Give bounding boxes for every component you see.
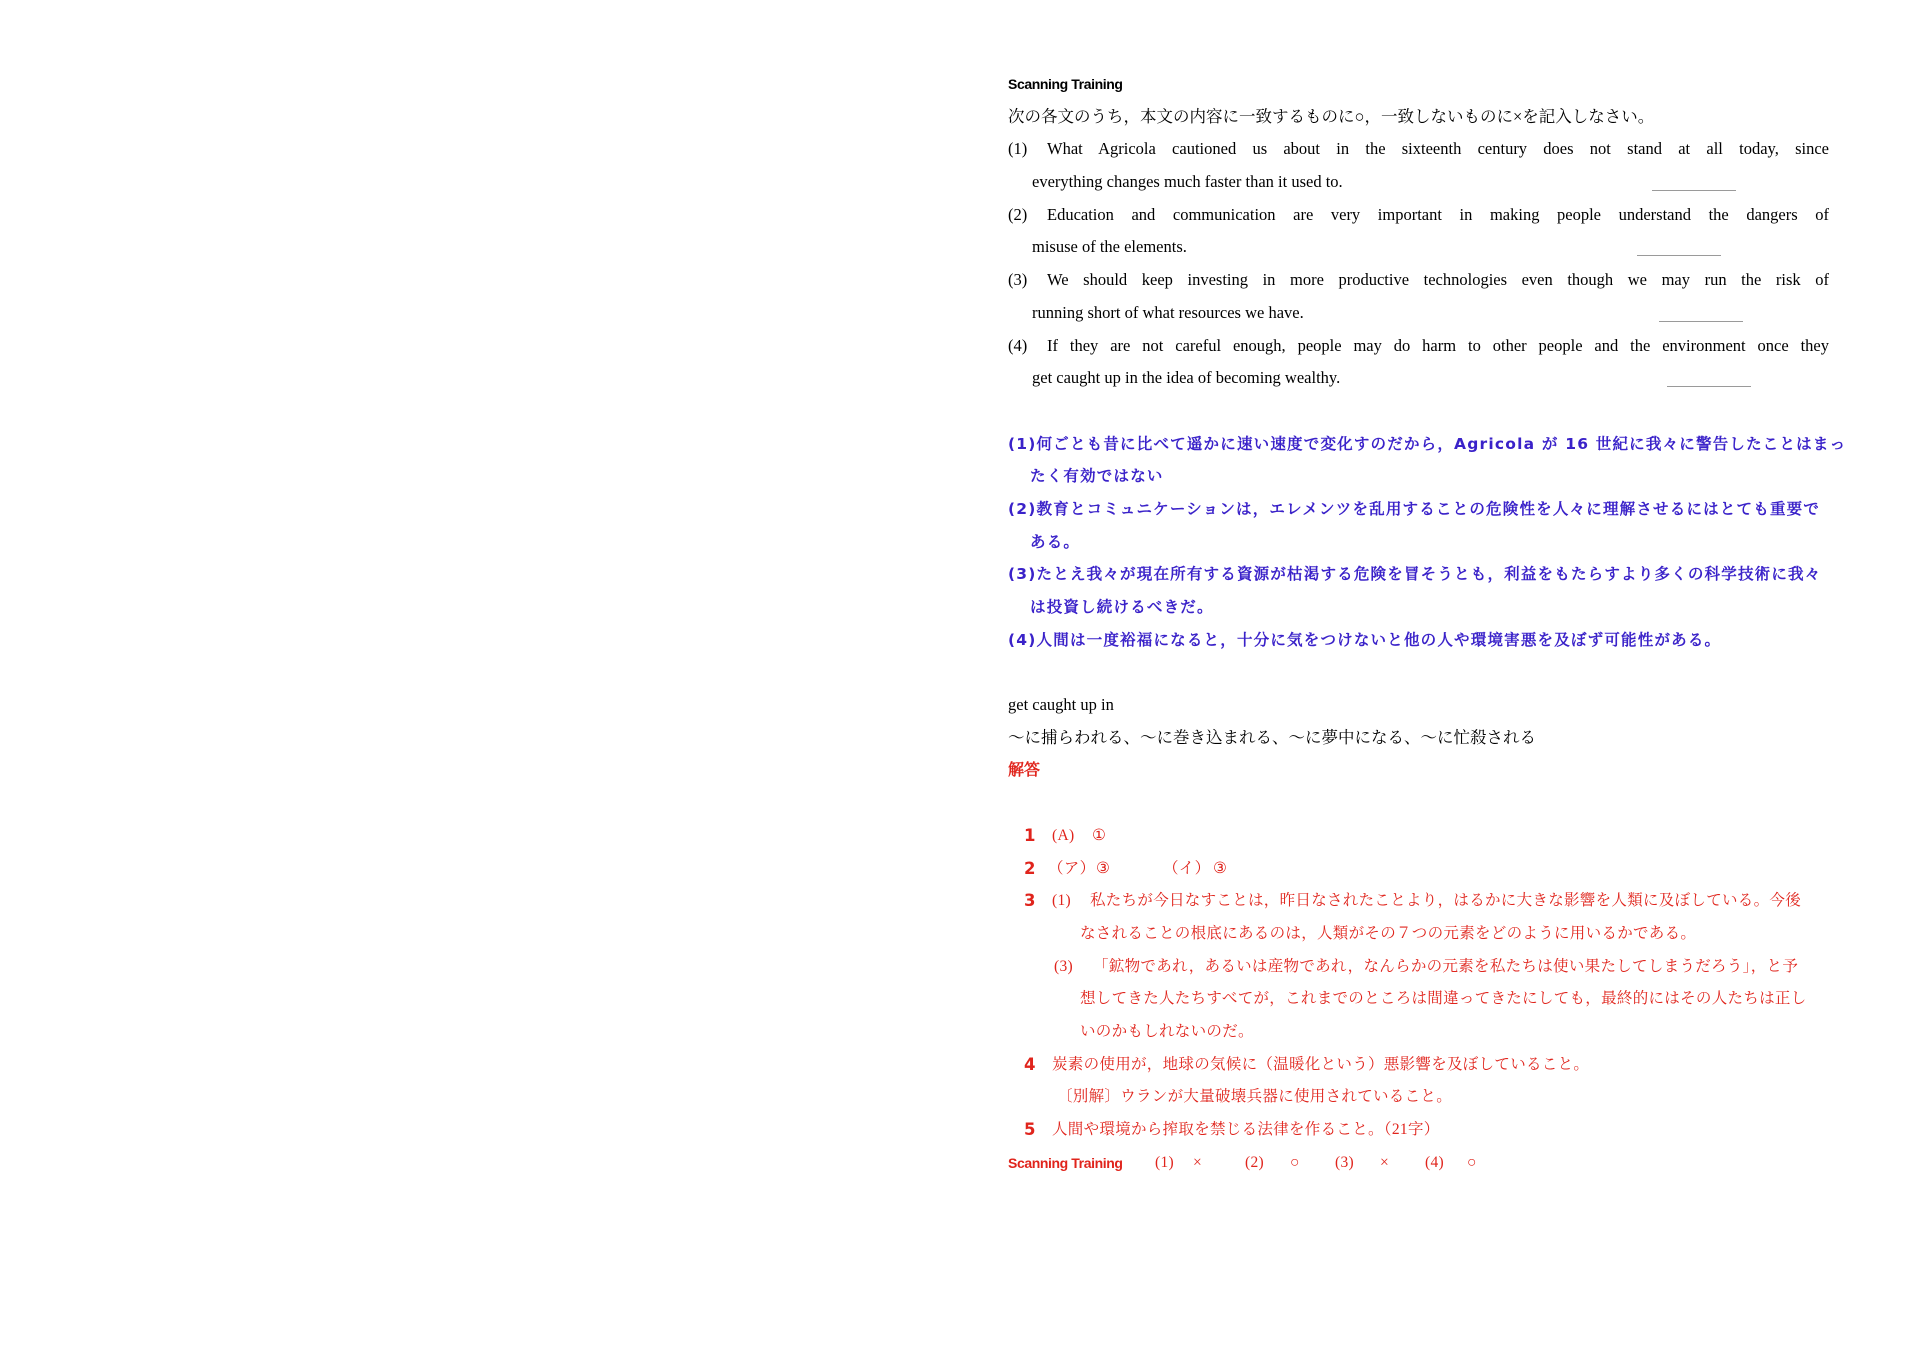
question-text: What Agricola cautioned us about in the sixteenth century does not stand at all today, since bbox=[1047, 139, 1829, 159]
answer-part-label: (3) bbox=[1054, 957, 1073, 975]
answer-text-continued: いのかもしれないのだ。 bbox=[1080, 1022, 1254, 1040]
answer-blank bbox=[1637, 255, 1721, 256]
section-heading: Scanning Training bbox=[1008, 76, 1123, 92]
translation-line-continued: たく有効ではない bbox=[1030, 467, 1164, 486]
question-text: We should keep investing in more productive technologies even though we may run the risk of bbox=[1047, 270, 1829, 290]
translation-line: (3)たとえ我々が現在所有する資源が枯渇する危険を冒そうとも，利益をもたらすより多くの科学技術に我々 bbox=[1008, 565, 1822, 584]
question-text: If they are not careful enough, people may do harm to other people and the environment once they bbox=[1047, 335, 1829, 355]
question-number: (2) bbox=[1008, 204, 1028, 224]
answer-text-continued: なされることの根底にあるのは，人類がその７つの元素をどのように用いるかである。 bbox=[1080, 924, 1697, 942]
scanning-answer-number: (3) bbox=[1335, 1153, 1354, 1171]
question-continuation bbox=[1008, 297, 1888, 330]
question-continuation bbox=[1008, 362, 1888, 395]
answer-value: ① bbox=[1092, 826, 1107, 844]
vocab-meaning: 〜に捕らわれる、〜に巻き込まれる、〜に夢中になる、〜に忙殺される bbox=[1008, 727, 1536, 747]
answer-number: 2 bbox=[1024, 858, 1036, 878]
scanning-answer-number: (4) bbox=[1425, 1153, 1444, 1171]
scanning-answer-number: (1) bbox=[1155, 1153, 1174, 1171]
answers-heading: 解答 bbox=[1008, 760, 1041, 780]
answer-text: 私たちが今日なすことは，昨日なされたことより，はるかに大きな影響を人類に及ぼしている。今後 bbox=[1090, 892, 1802, 910]
question-text-continued: get caught up in the idea of becoming wealthy. bbox=[1032, 368, 1341, 388]
answer-blank bbox=[1659, 321, 1743, 322]
question-number: (3) bbox=[1008, 270, 1028, 290]
answer-blank bbox=[1667, 386, 1751, 387]
translation-line-continued: ある。 bbox=[1030, 532, 1081, 551]
answer-blank bbox=[1652, 190, 1736, 191]
answer-number: 4 bbox=[1024, 1054, 1036, 1074]
scanning-answers bbox=[1008, 1147, 1888, 1180]
answer-label: (A) bbox=[1052, 826, 1075, 844]
answer-number: 3 bbox=[1024, 891, 1036, 911]
answer-text-continued: 想してきた人たちすべてが，これまでのところは間違ってきたにしても，最終的にはその人たちは正し bbox=[1080, 990, 1807, 1008]
question-number: (1) bbox=[1008, 139, 1028, 159]
scanning-answer-mark: ○ bbox=[1290, 1153, 1300, 1171]
answer-text: 炭素の使用が，地球の気候に（温暖化という）悪影響を及ぼしていること。 bbox=[1052, 1055, 1590, 1073]
question-item bbox=[1008, 199, 1888, 232]
question-item bbox=[1008, 264, 1888, 297]
answer-label: （イ） bbox=[1163, 859, 1211, 877]
translation-line: (2)教育とコミュニケーションは，エレメンツを乱用することの危険性を人々に理解させるにはとても重要で bbox=[1008, 499, 1821, 518]
answer-part-label: (1) bbox=[1052, 892, 1071, 910]
answer-text: 「鉱物であれ，あるいは産物であれ，なんらかの元素を私たちは使い果たしてしまうだろう」，と予 bbox=[1093, 957, 1799, 975]
answer-2 bbox=[1008, 853, 1888, 886]
answer-number: 5 bbox=[1024, 1120, 1036, 1139]
answer-4-alternative bbox=[1008, 1081, 1888, 1114]
spacer bbox=[1008, 395, 1888, 428]
question-text-continued: running short of what resources we have. bbox=[1032, 302, 1304, 322]
answer-3-part-3 bbox=[1008, 951, 1888, 984]
answer-4 bbox=[1008, 1049, 1888, 1082]
answer-3-part-3-continued bbox=[1008, 983, 1888, 1016]
question-number: (4) bbox=[1008, 335, 1028, 355]
instruction: 次の各文のうち，本文の内容に一致するものに○，一致しないものに×を記入しなさい。 bbox=[1008, 106, 1655, 126]
answer-3-continued bbox=[1008, 918, 1888, 951]
scanning-answer-mark: ○ bbox=[1467, 1153, 1477, 1171]
scanning-answer-mark: × bbox=[1380, 1153, 1390, 1171]
scanning-answers-label: Scanning Training bbox=[1008, 1154, 1123, 1171]
spacer bbox=[1008, 656, 1888, 689]
question-text: Education and communication are very important in making people understand the dangers of bbox=[1047, 204, 1829, 224]
translation-line: (4)人間は一度裕福になると，十分に気をつけないと他の人や環境害悪を及ぼず可能性がある。 bbox=[1008, 630, 1722, 649]
answer-1 bbox=[1008, 820, 1888, 853]
answer-3 bbox=[1008, 885, 1888, 918]
answer-value: ③ bbox=[1096, 859, 1111, 877]
question-item bbox=[1008, 133, 1888, 166]
scanning-answer-mark: × bbox=[1193, 1153, 1203, 1171]
scanning-answer-number: (2) bbox=[1245, 1153, 1264, 1171]
question-item bbox=[1008, 330, 1888, 363]
question-text-continued: everything changes much faster than it used to. bbox=[1032, 172, 1343, 192]
answer-alt-text: 〔別解〕ウランが大量破壊兵器に使用されていること。 bbox=[1057, 1088, 1453, 1106]
answer-value: ③ bbox=[1213, 859, 1228, 877]
question-continuation bbox=[1008, 231, 1888, 264]
answer-3-part-3-continued bbox=[1008, 1016, 1888, 1049]
answer-5 bbox=[1008, 1114, 1888, 1147]
translation-line-continued: は投資し続けるべきだ。 bbox=[1030, 598, 1214, 616]
question-continuation bbox=[1008, 166, 1888, 199]
vocab-phrase: get caught up in bbox=[1008, 695, 1114, 715]
translation-line: (1)何ごとも昔に比べて遥かに速い速度で変化すのだから，Agricola が 16 世紀に我々に警告したことはまっ bbox=[1008, 434, 1847, 453]
question-text-continued: misuse of the elements. bbox=[1032, 237, 1187, 257]
answer-text: 人間や環境から搾取を禁じる法律を作ること。（21字） bbox=[1052, 1121, 1440, 1138]
answer-label: （ア） bbox=[1048, 859, 1096, 877]
spacer bbox=[1008, 787, 1888, 820]
answer-number: 1 bbox=[1024, 825, 1036, 845]
worksheet bbox=[1008, 68, 1888, 1179]
